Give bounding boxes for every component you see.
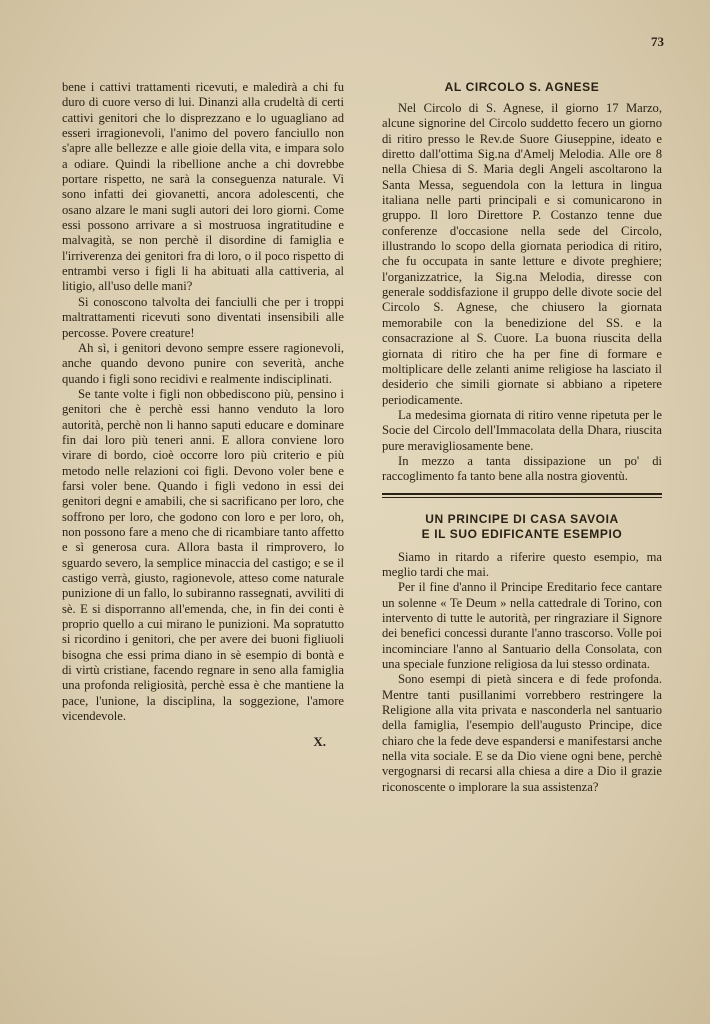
article-paragraph: Sono esempi di pietà sincera e di fede profonda. Mentre tanti pusillanimi vorrebbero restringere la Religione alla vita privata e nasconderla nel santuario della famiglia, l'esempio dell'augusto Principe, dice chiaro che la fede deve espandersi e manifestarsi anche nella vita sociale. E se da Dio viene ogni bene, perchè vergognarsi di recarsi alla chiesa a dire a Dio il grazie riconoscente o implorare la sua assistenza?	[382, 672, 662, 794]
article-paragraph: Nel Circolo di S. Agnese, il giorno 17 Marzo, alcune signorine del Circolo suddetto fecero un giorno di ritiro presso le Rev.de Suore Giuseppine, ideato e diretto dall'ottima Sig.na d'Amelj Melodia. Alle ore 8 nella Chiesa di S. Maria degli Angeli ascoltarono la Santa Messa, seguendola con la lettura in lingua italiana nelle parti principali e si comunicarono in gruppo. Il loro Direttore P. Costanzo tenne due conferenze d'occasione nella sede del Circolo, illustrando lo scopo della giornata periodica di ritiro, che fu occupata in sante letture e divote preghiere; l'organizzatrice, la Sig.na Melodia, diresse con generale soddisfazione il gruppo delle divote socie del Circolo S. Agnese, che chiusero la giornata memorabile con la benedizione del SS. e la consacrazione al S. Cuore. La buona riuscita della giornata di ritiro che ha per fine di formare e moltiplicare delle zelanti anime religiose ha lasciato il desiderio che simili giornate si abbiano a ripetere periodicamente.	[382, 101, 662, 407]
article-paragraph: La medesima giornata di ritiro venne ripetuta per le Socie del Circolo dell'Immacolata della Dhara, riuscita pure meravigliosamente bene.	[382, 407, 662, 453]
article-paragraph: bene i cattivi trattamenti ricevuti, e maledirà a chi fu duro di cuore verso di lui. Dinanzi alla crudeltà di certi cattivi genitori che lo disprezzano e lo uguagliano ad esseri irragionevoli, l'animo del povero fanciullo non s'apre alle bellezze e alle gioie della vita, e impara solo a odiare. Quindi la ribellione anche a chi dovrebbe portare rispetto, ne sarà la conseguenza naturale. Vi sono infatti dei giovanetti, ancora adolescenti, che osano alzare le mani sugli autori dei loro giorni. Come essi possono arrivare a sì mostruosa ingratitudine e malvagità, se non perchè il disordine di famiglia e l'irriverenza dei genitori fra di loro, o il poco rispetto di entrambi verso i figli li ha abituati alla cattiveria, al litigio, all'uso delle mani?	[62, 80, 344, 294]
article-paragraph: Ah sì, i genitori devono sempre essere ragionevoli, anche quando devono punire con severità, anche quando i figli sono recidivi e realmente indisciplinati.	[62, 340, 344, 386]
page-number: 73	[651, 34, 664, 49]
article-heading-principe	[382, 512, 662, 543]
heading-line: UN PRINCIPE DI CASA SAVOIA	[425, 511, 619, 526]
article-paragraph: Per il fine d'anno il Principe Ereditario fece cantare un solenne « Te Deum » nella cattedrale di Torino, con intervento di tutte le autorità, per ringraziare il Signore dei benefici concessi durante l'anno trascorso. Volle poi incominciare l'anno al Santuario della Consolata, con una speciale funzione religiosa da lui stesso ordinata.	[382, 580, 662, 671]
article-paragraph: In mezzo a tanta dissipazione un po' di raccoglimento fa tanto bene alla nostra gioventù.	[382, 453, 662, 484]
right-column	[382, 80, 662, 795]
left-column	[62, 80, 344, 750]
heading-line: E IL SUO EDIFICANTE ESEMPIO	[421, 527, 623, 542]
article-paragraph: Se tante volte i figli non obbediscono più, pensino i genitori che è perchè essi hanno venduto la loro autorità, perchè non li hanno saputi educare e dominare fin dai loro più teneri anni. E allora conviene loro virare di bordo, cioè occorre loro più criterio e più metodo nelle relazioni coi figli. Devono voler bene e farsi voler bene. Quando i figli vedono in essi dei genitori degni e amabili, che si sacrificano per loro, che soffrono per loro, che godono con loro e per loro, oh, non possono fare a meno che di ricambiare tanto affetto e sì generosa cura. Allora basta il rimprovero, lo sguardo severo, la semplice minaccia del castigo; e se il castigo verrà, giusto, ragionevole, atteso come naturale punizione di un fallo, lo subiranno rassegnati, avviliti di sè. E si disporranno all'emenda, che, in fin dei conti è proprio quello a cui mirano le punizioni. Ma sopratutto si ricordino i genitori, che per avere dei buoni figliuoli bisogna che essi prima diano in sè esempio di bontà e di virtù cristiane, facendo regnare in seno alla famiglia una profonda religiosità, perchè essa è che mantiene la pace, l'unione, la disciplina, la soggezione, l'amore vicendevole.	[62, 386, 344, 724]
article-paragraph: Siamo in ritardo a riferire questo esempio, ma meglio tardi che mai.	[382, 549, 662, 579]
author-signature: X.	[313, 734, 326, 750]
article-heading-circolo: AL CIRCOLO S. AGNESE	[444, 80, 600, 94]
section-divider	[382, 493, 662, 498]
article-paragraph: Si conoscono talvolta dei fanciulli che per i troppi maltrattamenti ricevuti sono diventati insensibili alle percosse. Povere creature!	[62, 294, 344, 340]
